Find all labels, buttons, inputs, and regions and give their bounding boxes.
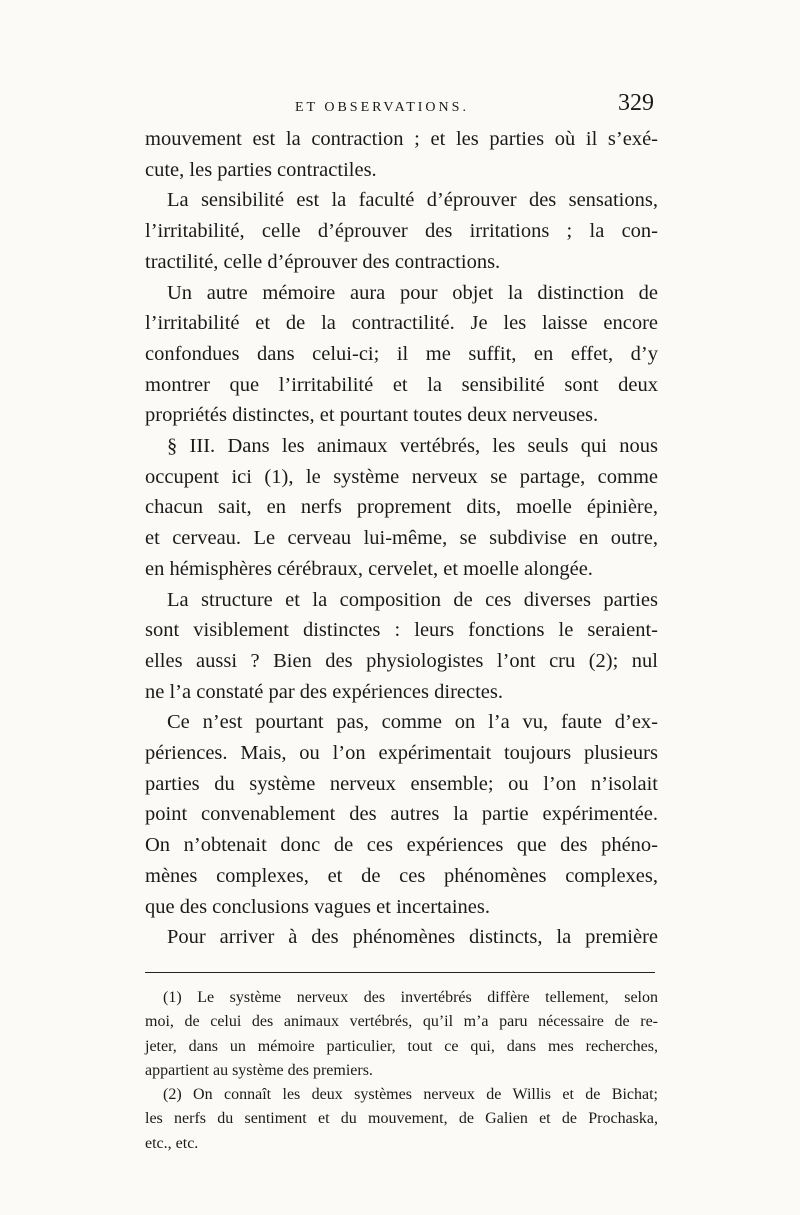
text-line: § III. Dans les animaux vertébrés, les seuls qui nous [167, 435, 658, 458]
footnote-line: etc., etc. [145, 1134, 199, 1152]
text-line: montrer que l’irritabilité et la sensibilité sont deux [145, 373, 658, 396]
footnote-line: moi, de celui des animaux vertébrés, qu’il m’a paru nécessaire de re- [145, 1013, 658, 1031]
footnotes [145, 986, 658, 1156]
text-line: mouvement est la contraction ; et les parties où il s’exé- [145, 128, 658, 150]
text-line: parties du système nerveux ensemble; ou l’on n’isolait [145, 772, 658, 795]
text-line: propriétés distinctes, et pourtant toutes deux nerveuses. [145, 404, 599, 427]
text-line: La structure et la composition de ces diverses parties [167, 588, 658, 611]
text-line: tractilité, celle d’éprouver des contractions. [145, 250, 501, 273]
text-line: occupent ici (1), le système nerveux se partage, comme [145, 465, 658, 488]
text-line: en hémisphères cérébraux, cervelet, et moelle alongée. [145, 557, 593, 580]
text-line: périences. Mais, ou l’on expérimentait toujours plusieurs [145, 742, 658, 765]
text-line: On n’obtenait donc de ces expériences que des phéno- [145, 834, 658, 857]
text-line: chacun sait, en nerfs proprement dits, moelle épinière, [145, 496, 658, 519]
text-line: sont visiblement distinctes : leurs fonctions le seraient- [145, 619, 658, 642]
book-page [145, 88, 658, 1156]
footnote-line: (1) Le système nerveux des invertébrés diffère tellement, selon [163, 988, 658, 1006]
text-line: Un autre mémoire aura pour objet la distinction de [167, 281, 658, 304]
page-header [145, 88, 658, 124]
text-line: point convenablement des autres la partie expérimentée. [145, 803, 658, 826]
text-line: La sensibilité est la faculté d’éprouver des sensations, [167, 189, 658, 212]
text-line: que des conclusions vagues et incertaines. [145, 895, 490, 918]
running-head: ET OBSERVATIONS. [295, 100, 469, 115]
text-line: confondues dans celui-ci; il me suffit, en effet, d’y [145, 342, 658, 365]
footnote-line: appartient au système des premiers. [145, 1061, 373, 1079]
footnote-line: les nerfs du sentiment et du mouvement, de Galien et de Prochaska, [145, 1110, 658, 1128]
text-line: ne l’a constaté par des expériences directes. [145, 680, 503, 703]
footnote-line: (2) On connaît les deux systèmes nerveux de Willis et de Bichat; [163, 1086, 658, 1104]
text-line: elles aussi ? Bien des physiologistes l’ont cru (2); nul [145, 649, 658, 672]
footnote-rule [145, 972, 655, 973]
text-line: et cerveau. Le cerveau lui-même, se subdivise en outre, [145, 527, 658, 550]
text-line: cute, les parties contractiles. [145, 158, 377, 181]
text-line: Pour arriver à des phénomènes distincts, la première [167, 926, 658, 949]
footnote-line: jeter, dans un mémoire particulier, tout ce qui, dans mes recherches, [145, 1037, 658, 1055]
text-line: mènes complexes, et de ces phénomènes complexes, [145, 864, 658, 887]
page-number: 329 [618, 90, 654, 116]
text-line: l’irritabilité et de la contractilité. Je les laisse encore [145, 312, 658, 335]
text-line: l’irritabilité, celle d’éprouver des irritations ; la con- [145, 220, 658, 243]
main-text [145, 124, 658, 953]
text-line: Ce n’est pourtant pas, comme on l’a vu, faute d’ex- [167, 711, 658, 734]
